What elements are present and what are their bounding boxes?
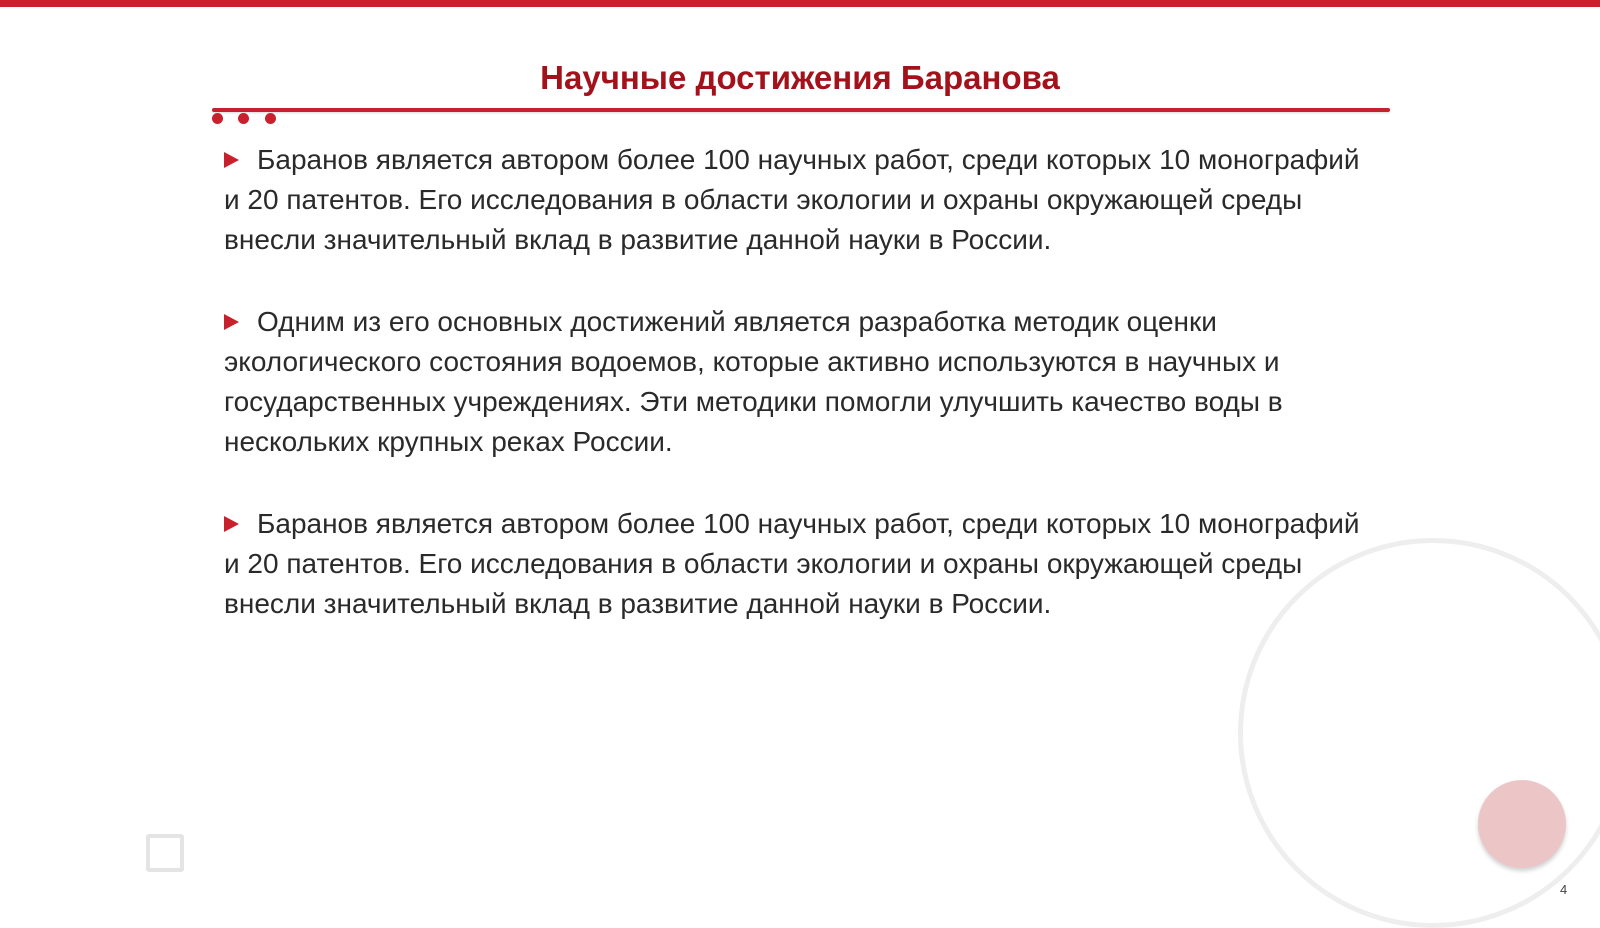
decorative-square — [146, 834, 184, 872]
slide-title: Научные достижения Баранова — [540, 59, 1060, 96]
bullet-paragraph-3 — [224, 504, 1374, 624]
title-underline — [212, 108, 1390, 112]
triangle-right-icon — [224, 152, 239, 168]
decorative-ring — [1238, 538, 1600, 928]
triangle-right-icon — [224, 314, 239, 330]
paragraph-text: Одним из его основных достижений является разработка методик оценки экологического состояния водоемов, которые активно используются в научных и государственных учреждениях. Эти методики помогли улучшить качество воды в нескольких крупных реках России. — [224, 306, 1283, 457]
underline-dot — [238, 113, 249, 124]
paragraph-text: Баранов является автором более 100 научных работ, среди которых 10 монографий и 20 патентов. Его исследования в области экологии и охраны окружающей среды внесли значительный вклад в развитие данной науки в России. — [224, 508, 1360, 619]
bullet-paragraph-2 — [224, 302, 1374, 462]
decorative-circle — [1478, 780, 1566, 868]
triangle-right-icon — [224, 516, 239, 532]
top-accent-bar — [0, 0, 1600, 7]
paragraph-text: Баранов является автором более 100 научных работ, среди которых 10 монографий и 20 патентов. Его исследования в области экологии и охраны окружающей среды внесли значительный вклад в развитие данной науки в России. — [224, 144, 1360, 255]
page-number: 4 — [1560, 882, 1568, 897]
bullet-paragraph-1 — [224, 140, 1374, 260]
slide-body — [224, 140, 1374, 666]
underline-dot — [212, 113, 223, 124]
title-underline-dots — [212, 113, 282, 127]
underline-dot — [265, 113, 276, 124]
